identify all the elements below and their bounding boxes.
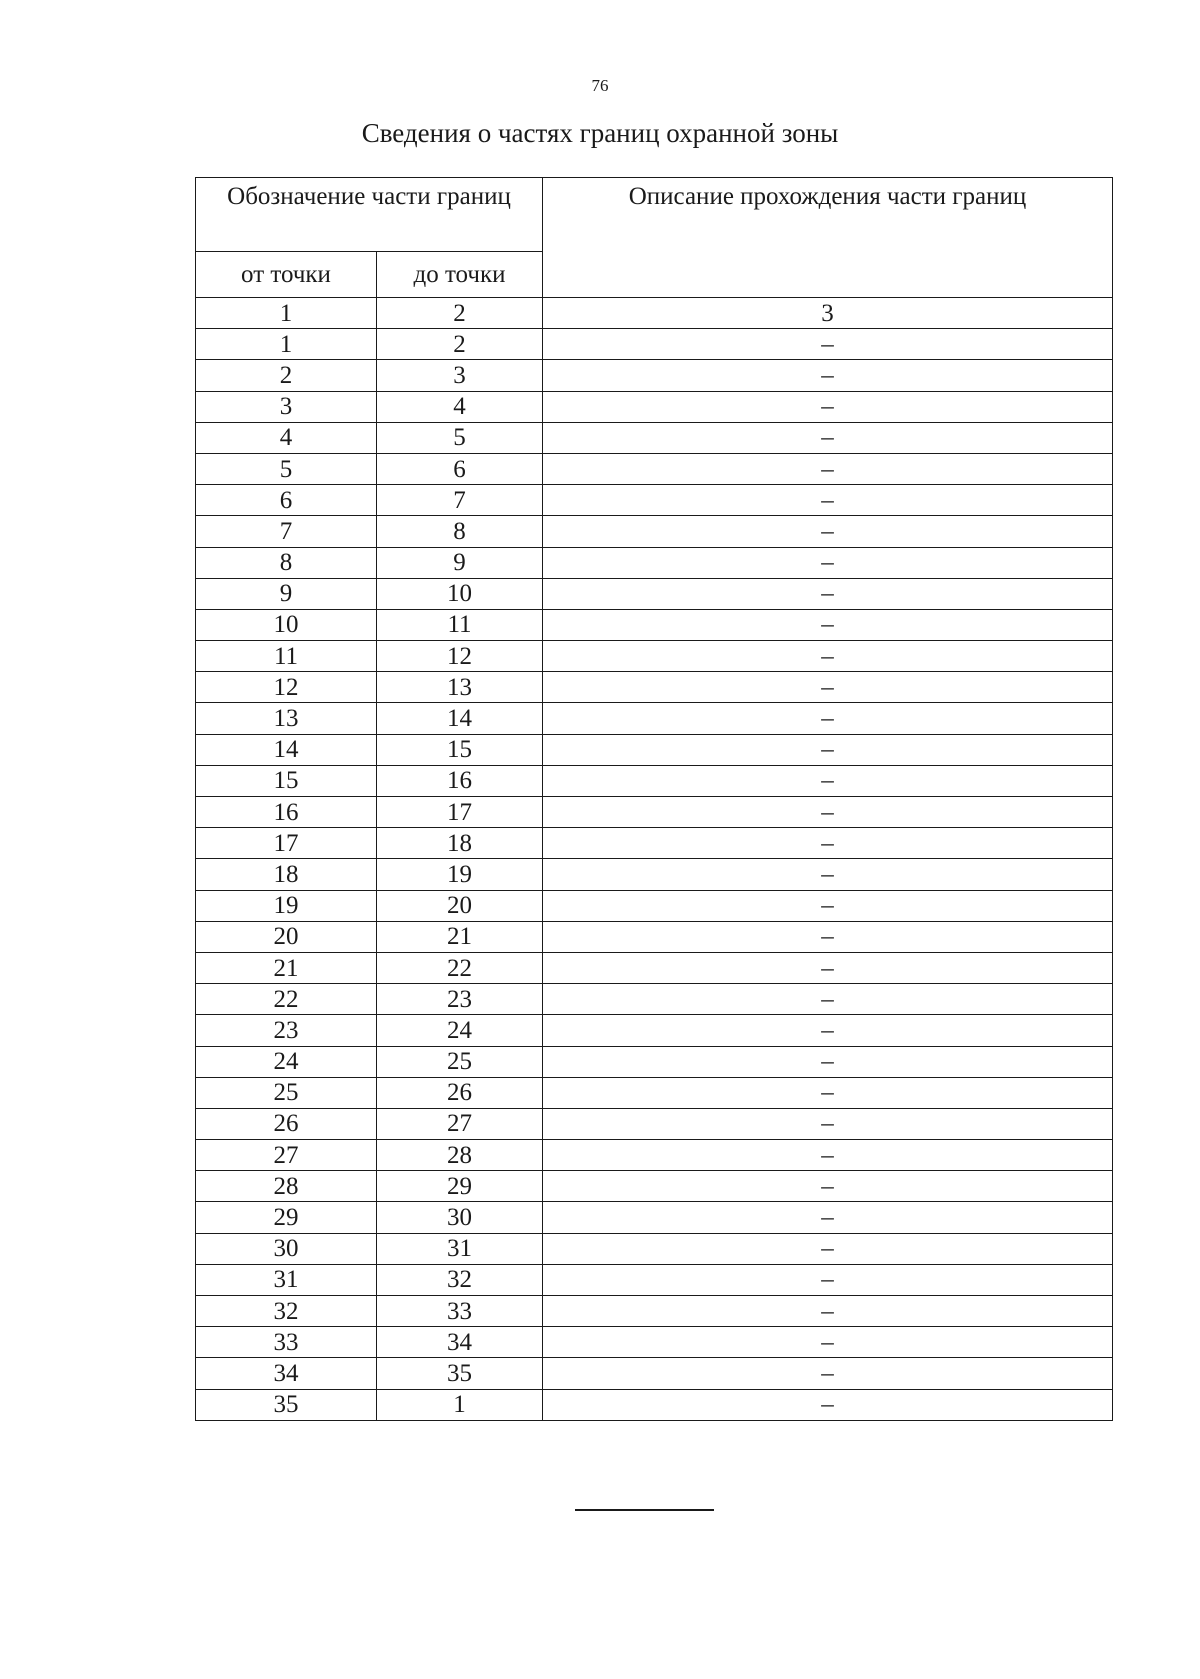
from-point-cell: 13	[196, 703, 377, 734]
table-row	[196, 859, 1113, 890]
header-from-point: от точки	[196, 252, 377, 298]
from-point-cell: 29	[196, 1202, 377, 1233]
description-cell: –	[543, 547, 1113, 578]
from-point-cell: 16	[196, 797, 377, 828]
column-number-3: 3	[543, 298, 1113, 329]
from-point-cell: 34	[196, 1358, 377, 1389]
from-point-cell: 12	[196, 672, 377, 703]
table-row	[196, 1140, 1113, 1171]
to-point-cell: 11	[377, 609, 543, 640]
description-cell: –	[543, 1171, 1113, 1202]
description-cell: –	[543, 797, 1113, 828]
from-point-cell: 27	[196, 1140, 377, 1171]
table-row	[196, 921, 1113, 952]
description-cell: –	[543, 890, 1113, 921]
to-point-cell: 32	[377, 1264, 543, 1295]
table-row	[196, 765, 1113, 796]
column-number-1: 1	[196, 298, 377, 329]
to-point-cell: 3	[377, 360, 543, 391]
header-designation: Обозначение части границ	[196, 178, 543, 252]
column-number-row	[196, 298, 1113, 329]
from-point-cell: 7	[196, 516, 377, 547]
table-row	[196, 952, 1113, 983]
table-row	[196, 703, 1113, 734]
to-point-cell: 13	[377, 672, 543, 703]
table-row	[196, 453, 1113, 484]
header-row-main	[196, 178, 1113, 252]
to-point-cell: 9	[377, 547, 543, 578]
from-point-cell: 22	[196, 984, 377, 1015]
table-row	[196, 391, 1113, 422]
description-cell: –	[543, 765, 1113, 796]
from-point-cell: 26	[196, 1108, 377, 1139]
to-point-cell: 35	[377, 1358, 543, 1389]
from-point-cell: 18	[196, 859, 377, 890]
description-cell: –	[543, 1108, 1113, 1139]
to-point-cell: 33	[377, 1296, 543, 1327]
table-row	[196, 734, 1113, 765]
to-point-cell: 12	[377, 641, 543, 672]
from-point-cell: 8	[196, 547, 377, 578]
table-row	[196, 1296, 1113, 1327]
to-point-cell: 28	[377, 1140, 543, 1171]
description-cell: –	[543, 984, 1113, 1015]
from-point-cell: 4	[196, 422, 377, 453]
description-cell: –	[543, 734, 1113, 765]
from-point-cell: 17	[196, 828, 377, 859]
from-point-cell: 31	[196, 1264, 377, 1295]
table-row	[196, 578, 1113, 609]
description-cell: –	[543, 422, 1113, 453]
page-number: 76	[591, 76, 609, 95]
description-cell: –	[543, 609, 1113, 640]
description-cell: –	[543, 1327, 1113, 1358]
to-point-cell: 5	[377, 422, 543, 453]
from-point-cell: 21	[196, 952, 377, 983]
closing-rule	[575, 1509, 714, 1511]
to-point-cell: 17	[377, 797, 543, 828]
to-point-cell: 29	[377, 1171, 543, 1202]
column-number-2: 2	[377, 298, 543, 329]
from-point-cell: 6	[196, 485, 377, 516]
from-point-cell: 15	[196, 765, 377, 796]
from-point-cell: 14	[196, 734, 377, 765]
description-cell: –	[543, 516, 1113, 547]
description-cell: –	[543, 952, 1113, 983]
description-cell: –	[543, 1077, 1113, 1108]
table-row	[196, 1358, 1113, 1389]
from-point-cell: 28	[196, 1171, 377, 1202]
to-point-cell: 6	[377, 453, 543, 484]
description-cell: –	[543, 1358, 1113, 1389]
to-point-cell: 20	[377, 890, 543, 921]
from-point-cell: 23	[196, 1015, 377, 1046]
table-row	[196, 1202, 1113, 1233]
from-point-cell: 10	[196, 609, 377, 640]
from-point-cell: 32	[196, 1296, 377, 1327]
table-body	[196, 178, 1113, 1421]
table-row	[196, 1171, 1113, 1202]
description-cell: –	[543, 1140, 1113, 1171]
table-row	[196, 984, 1113, 1015]
to-point-cell: 31	[377, 1233, 543, 1264]
description-cell: –	[543, 1015, 1113, 1046]
description-cell: –	[543, 641, 1113, 672]
header-to-point: до точки	[377, 252, 543, 298]
to-point-cell: 19	[377, 859, 543, 890]
table-row	[196, 641, 1113, 672]
from-point-cell: 35	[196, 1389, 377, 1420]
table-row	[196, 1015, 1113, 1046]
description-cell: –	[543, 1202, 1113, 1233]
to-point-cell: 8	[377, 516, 543, 547]
table-row	[196, 360, 1113, 391]
from-point-cell: 3	[196, 391, 377, 422]
to-point-cell: 1	[377, 1389, 543, 1420]
to-point-cell: 10	[377, 578, 543, 609]
to-point-cell: 26	[377, 1077, 543, 1108]
from-point-cell: 19	[196, 890, 377, 921]
to-point-cell: 7	[377, 485, 543, 516]
table-row	[196, 1389, 1113, 1420]
table-row	[196, 1046, 1113, 1077]
description-cell: –	[543, 828, 1113, 859]
table-row	[196, 1264, 1113, 1295]
boundary-parts-table	[195, 177, 1113, 1421]
to-point-cell: 14	[377, 703, 543, 734]
from-point-cell: 1	[196, 329, 377, 360]
description-cell: –	[543, 1296, 1113, 1327]
table-row	[196, 516, 1113, 547]
to-point-cell: 25	[377, 1046, 543, 1077]
from-point-cell: 33	[196, 1327, 377, 1358]
from-point-cell: 9	[196, 578, 377, 609]
description-cell: –	[543, 672, 1113, 703]
table-row	[196, 1327, 1113, 1358]
to-point-cell: 34	[377, 1327, 543, 1358]
from-point-cell: 11	[196, 641, 377, 672]
to-point-cell: 22	[377, 952, 543, 983]
table-row	[196, 828, 1113, 859]
table-row	[196, 797, 1113, 828]
table-row	[196, 672, 1113, 703]
to-point-cell: 4	[377, 391, 543, 422]
description-cell: –	[543, 703, 1113, 734]
table-row	[196, 1108, 1113, 1139]
description-cell: –	[543, 859, 1113, 890]
table-row	[196, 422, 1113, 453]
to-point-cell: 27	[377, 1108, 543, 1139]
from-point-cell: 20	[196, 921, 377, 952]
table-row	[196, 609, 1113, 640]
table-row	[196, 485, 1113, 516]
to-point-cell: 21	[377, 921, 543, 952]
table-row	[196, 547, 1113, 578]
to-point-cell: 18	[377, 828, 543, 859]
header-description: Описание прохождения части границ	[543, 178, 1113, 298]
description-cell: –	[543, 1264, 1113, 1295]
to-point-cell: 24	[377, 1015, 543, 1046]
table-row	[196, 329, 1113, 360]
table-row	[196, 890, 1113, 921]
to-point-cell: 2	[377, 329, 543, 360]
table-row	[196, 1233, 1113, 1264]
description-cell: –	[543, 453, 1113, 484]
to-point-cell: 16	[377, 765, 543, 796]
to-point-cell: 23	[377, 984, 543, 1015]
description-cell: –	[543, 921, 1113, 952]
description-cell: –	[543, 329, 1113, 360]
table-row	[196, 1077, 1113, 1108]
from-point-cell: 30	[196, 1233, 377, 1264]
description-cell: –	[543, 360, 1113, 391]
description-cell: –	[543, 578, 1113, 609]
to-point-cell: 15	[377, 734, 543, 765]
from-point-cell: 5	[196, 453, 377, 484]
description-cell: –	[543, 485, 1113, 516]
description-cell: –	[543, 1389, 1113, 1420]
to-point-cell: 30	[377, 1202, 543, 1233]
from-point-cell: 24	[196, 1046, 377, 1077]
from-point-cell: 2	[196, 360, 377, 391]
from-point-cell: 25	[196, 1077, 377, 1108]
description-cell: –	[543, 1046, 1113, 1077]
description-cell: –	[543, 1233, 1113, 1264]
description-cell: –	[543, 391, 1113, 422]
page-title: Сведения о частях границ охранной зоны	[361, 118, 839, 148]
